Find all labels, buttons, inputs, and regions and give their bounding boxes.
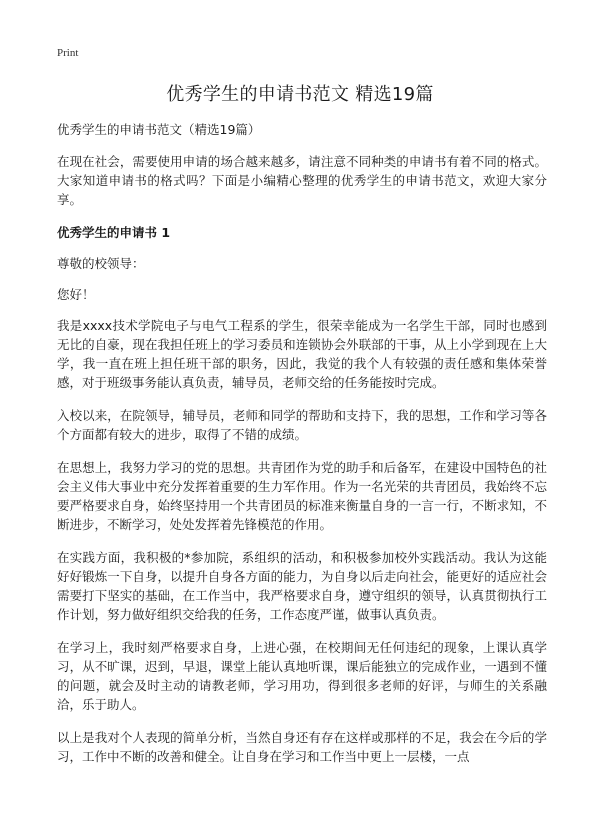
body-paragraph: 我是xxxx技术学院电子与电气工程系的学生，很荣幸能成为一名学生干部，同时也感到无比的自豪，现在我担任班上的学习委员和连锁协会外联部的干事，从上小学到现在上大学，我一直在班上担任班干部的职务，因此，我觉的我个人有较强的责任感和集体荣誉感，对于班级事务能认真负责，辅导员，老师交给的任务能按时完成。 (57, 318, 547, 390)
greeting: 您好！ (57, 287, 95, 302)
body-paragraph: 在思想上，我努力学习的党的思想。共青团作为党的助手和后备军，在建设中国特色的社会主义伟大事业中充分发挥着重要的生力军作用。作为一名光荣的共青团员，我始终不忘要严格要求自身，始终坚持用一个共青团员的标准来衡量自身的一言一行，不断求知，不断进步，不断学习，处处发挥着先锋模范的作用。 (57, 460, 547, 532)
article-body (57, 120, 547, 780)
body-paragraph: 以上是我对个人表现的简单分析，当然自身还有存在这样或那样的不足，我会在今后的学习，工作中不断的改善和健全。让自身在学习和工作当中更上一层楼，一点 (57, 730, 547, 764)
salutation: 尊敬的校领导： (57, 256, 145, 271)
page-title: 优秀学生的申请书范文 精选19篇 (166, 84, 434, 105)
article-subtitle: 优秀学生的申请书范文（精选19篇） (57, 122, 261, 137)
intro-paragraph: 在现在社会，需要使用申请的场合越来越多，请注意不同种类的申请书有着不同的格式。大家知道申请书的格式吗？下面是小编精心整理的优秀学生的申请书范文，欢迎大家分享。 (57, 154, 547, 207)
body-paragraph: 在学习上，我时刻严格要求自身，上进心强，在校期间无任何违纪的现象，上课认真学习，从不旷课，迟到，早退，课堂上能认真地听课，课后能独立的完成作业，一遇到不懂的问题，就会及时主动的请教老师，学习用功，得到很多老师的好评，与师生的关系融洽，乐于助人。 (57, 640, 547, 712)
print-label: Print (57, 47, 79, 59)
section-heading: 优秀学生的申请书 1 (57, 225, 171, 240)
body-paragraph: 在实践方面，我积极的*参加院，系组织的活动，和积极参加校外实践活动。我认为这能好好锻炼一下自身，以提升自身各方面的能力，为自身以后走向社会，能更好的适应社会需要打下坚实的基础，在工作当中，我严格要求自身，遵守组织的领导，认真贯彻执行工作计划，努力做好组织交给我的任务，工作态度严谨，做事认真负责。 (57, 550, 547, 622)
body-paragraph: 入校以来，在院领导，辅导员，老师和同学的帮助和支持下，我的思想，工作和学习等各个方面都有较大的进步，取得了不错的成绩。 (57, 408, 547, 442)
